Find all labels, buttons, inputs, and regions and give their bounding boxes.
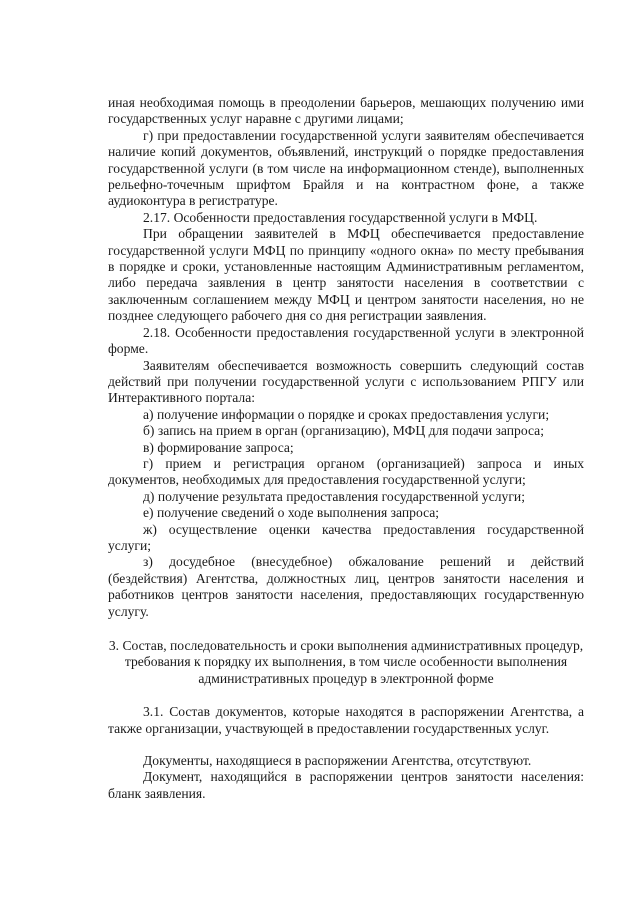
paragraph-agency-docs: Документы, находящиеся в распоряжении Агентства, отсутствуют.: [143, 753, 532, 769]
paragraph-mfc: При обращении заявителей в МФЦ обеспечивается предоставление государственной услуги МФЦ по принципу «одного окна» по месту пребывания в порядке и сроки, установленные настоящим Административным регламентом, либо передача заявления в центр занятости населения в соответствии с заключенным соглашением между МФЦ и центром занятости населения, но не позднее следующего рабочего дня со дня регистрации заявления.: [108, 226, 584, 324]
paragraph-braille: г) при предоставлении государственной услуги заявителям обеспечивается наличие копий документов, объявлений, инструкций о порядке предоставления государственной услуги (в том числе на информационном стенде), выполненных рельефно-точечным шрифтом Брайля и на контрастном фоне, а также аудиоконтура в регистратуре.: [108, 127, 584, 209]
list-item-v: в) формирование запроса;: [143, 439, 294, 455]
paragraph-2-17: 2.17. Особенности предоставления государственной услуги в МФЦ.: [143, 209, 538, 225]
paragraph-3-1: 3.1. Состав документов, которые находятся в распоряжении Агентства, а также организации, участвующей в предоставлении государственных услуг.: [108, 704, 584, 736]
document-page: [108, 95, 584, 802]
list-item-g: г) прием и регистрация органом (организацией) запроса и иных документов, необходимых для предоставления государственной услуги;: [108, 455, 584, 488]
section-heading: 3. Состав, последовательность и сроки выполнения административных процедур, требования к порядку их выполнения, в том числе особенности выполнения административных процедур в электронной форме: [108, 638, 584, 686]
list-item-zh: ж) осуществление оценки качества предоставления государственной услуги;: [108, 521, 584, 553]
list-item-d: д) получение результата предоставления государственной услуги;: [143, 488, 525, 504]
list-item-a: а) получение информации о порядке и сроках предоставления услуги;: [143, 406, 550, 422]
paragraph-2-18: 2.18. Особенности предоставления государственной услуги в электронной форме.: [108, 324, 584, 357]
list-item-b: б) запись на прием в орган (организацию), МФЦ для подачи запроса;: [143, 423, 544, 439]
paragraph-applicants: Заявителям обеспечивается возможность совершить следующий состав действий при получении государственной услуги с использованием РПГУ или Интерактивного портала:: [108, 357, 584, 406]
list-item-e: е) получение сведений о ходе выполнения запроса;: [143, 505, 440, 521]
paragraph-barriers: иная необходимая помощь в преодолении барьеров, мешающих получению ими государственных услуг наравне с другими лицами;: [108, 95, 584, 127]
list-item-z: з) досудебное (внесудебное) обжалование решений и действий (бездействия) Агентства, должностных лиц, центров занятости населения и работников центров занятости населения, предоставляющих государственную услугу.: [108, 554, 584, 619]
paragraph-center-docs: Документ, находящийся в распоряжении центров занятости населения: бланк заявления.: [108, 769, 584, 801]
